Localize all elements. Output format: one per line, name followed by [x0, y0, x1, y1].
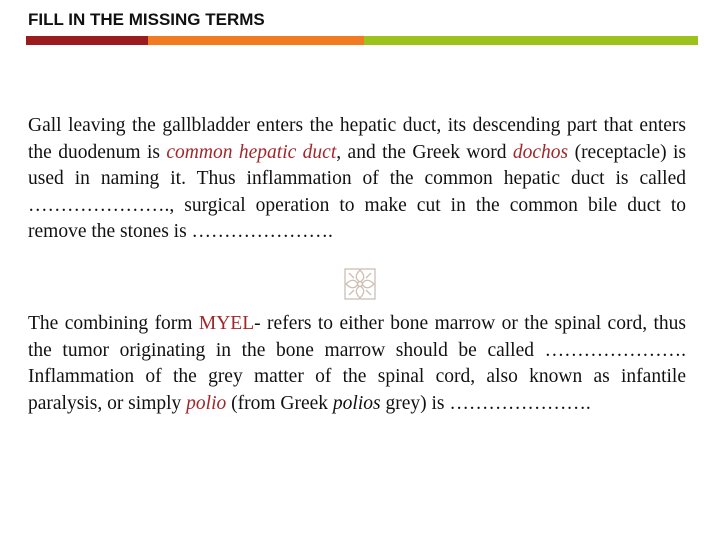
paragraph2-text-4: grey) is …………………. — [380, 392, 591, 414]
term-polios: polios — [332, 392, 381, 414]
title-underline-orange — [148, 36, 364, 45]
title-underline-green — [364, 36, 698, 45]
decorative-flourish-icon — [343, 267, 377, 301]
title-underline-red — [26, 36, 148, 45]
page-title: FILL IN THE MISSING TERMS — [28, 10, 265, 29]
paragraph1-text-1: Gall leaving the gallbladder enters the hepatic duct, its descending part that enters the duodenum is — [28, 115, 686, 163]
paragraph-myel — [28, 311, 686, 417]
paragraph2-text-2: - refers to either bone marrow or the spinal cord, thus the tumor originating in the bone marrow should be called …………………. Inflammation of the grey matter of the spinal cord, also known as infantile paralysis, or simply — [28, 313, 686, 414]
paragraph2-text-1: The combining form — [28, 313, 199, 334]
term-dochos: dochos — [512, 141, 569, 163]
paragraph2-text-3: (from Greek — [226, 392, 333, 414]
paragraph1-text-3: (receptacle) is used in naming it. Thus inflammation of the common hepatic duct is called …………………., surgical operation to make cut in the common bile duct to remove the stones is …………………. — [28, 141, 686, 242]
term-polio: polio — [186, 392, 227, 414]
term-common-hepatic-duct: common hepatic duct — [166, 141, 337, 163]
paragraph1-text-2: , and the Greek word — [336, 141, 513, 163]
term-myel: MYEL — [198, 313, 255, 334]
paragraph-gall-duct — [28, 113, 686, 246]
